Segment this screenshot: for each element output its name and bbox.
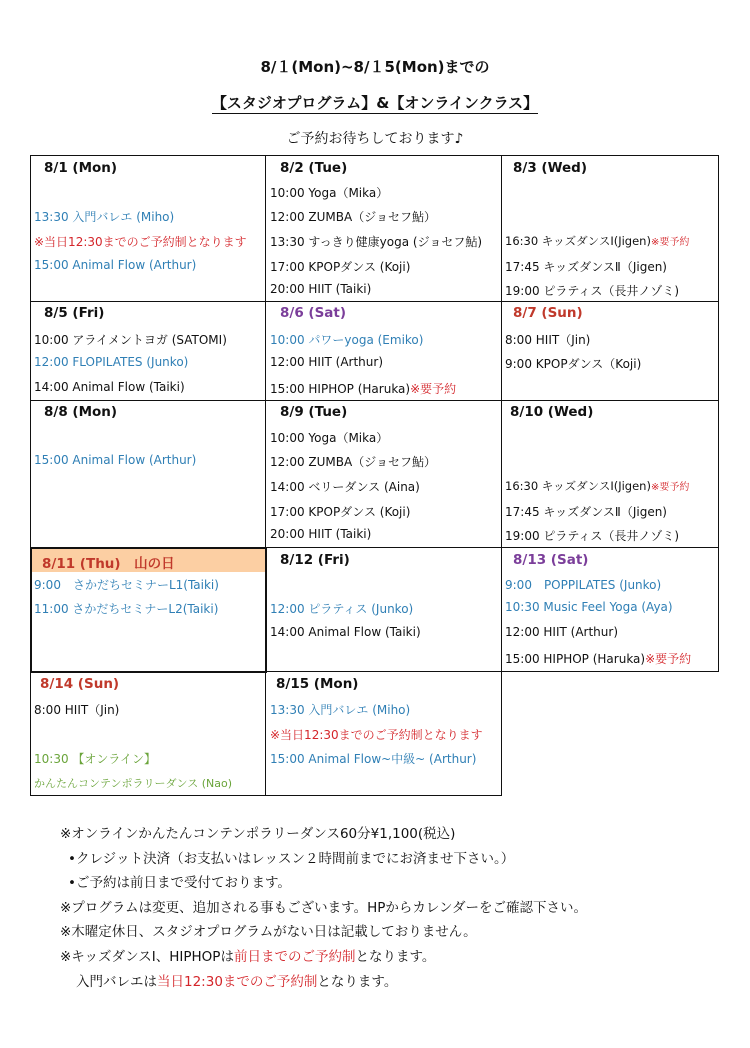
note-line — [60, 945, 587, 970]
class-item: 17:00 KPOPダンス (Koji) — [270, 260, 411, 274]
class-item: 9:00 さかだちセミナーL1(Taiki) — [34, 578, 219, 592]
note-text: 入門バレエは — [76, 973, 157, 990]
class-item: 14:00 ベリーダンス (Aina) — [270, 480, 420, 494]
grid-line — [30, 155, 31, 795]
note-line: ※プログラムは変更、追加される事もございます。HPからカレンダーをご確認下さい。 — [60, 899, 588, 916]
grid-line — [30, 301, 719, 302]
note-line: •クレジット決済（お支払いはレッスン２時間前までにお済ませ下さい。） — [68, 850, 515, 867]
notes-section — [60, 822, 587, 994]
class-item: 9:00 KPOPダンス（Koji) — [505, 357, 642, 371]
day-header-0809: 8/9 (Tue) — [280, 404, 348, 420]
class-item: 19:00 ピラティス（長井ノゾミ) — [505, 284, 680, 298]
day-header-0805: 8/5 (Fri) — [44, 305, 105, 321]
class-text: 15:00 HIPHOP (Haruka) — [270, 382, 411, 396]
class-item — [270, 380, 456, 397]
grid-line — [501, 155, 502, 795]
grid-line — [718, 155, 719, 672]
class-item: 8:00 HIIT（Jin) — [34, 703, 120, 717]
class-item: 17:00 KPOPダンス (Koji) — [270, 505, 411, 519]
class-item: 10:00 アライメントヨガ (SATOMI) — [34, 333, 227, 347]
class-text: 16:30 キッズダンスⅠ(Jigen) — [505, 234, 651, 248]
class-text: 15:00 HIPHOP (Haruka) — [505, 652, 646, 666]
day-header-0807: 8/7 (Sun) — [513, 305, 583, 321]
class-item: 20:00 HIIT (Taiki) — [270, 527, 372, 541]
class-item: 9:00 POPPILATES (Junko) — [505, 578, 662, 592]
day-header-0808: 8/8 (Mon) — [44, 404, 118, 420]
reservation-note: ※要予約 — [650, 482, 690, 493]
day-header-0811: 8/11 (Thu) 山の日 — [42, 556, 175, 572]
class-item: 12:00 ZUMBA（ジョセフ鮎） — [270, 210, 436, 224]
day-header-0814: 8/14 (Sun) — [40, 676, 120, 692]
class-item: 10:00 パワーyoga (Emiko) — [270, 333, 424, 347]
class-text: 16:30 キッズダンスⅠ(Jigen) — [505, 479, 651, 493]
note-emphasis: 当日12:30までのご予約制 — [157, 973, 318, 990]
class-item: 12:00 HIIT (Arthur) — [270, 355, 383, 369]
day-header-0815: 8/15 (Mon) — [276, 676, 359, 692]
class-note: ※当日12:30までのご予約制となります — [34, 235, 247, 249]
class-item — [505, 650, 691, 667]
class-item: 20:00 HIIT (Taiki) — [270, 282, 372, 296]
class-item: 10:00 Yoga（Mika） — [270, 186, 389, 200]
class-item: 13:30 すっきり健康yoga (ジョセフ鮎) — [270, 235, 483, 249]
class-item: 13:30 入門バレエ (Miho) — [34, 210, 175, 224]
class-item — [505, 233, 689, 249]
class-item: かんたんコンテンポラリーダンス (Nao) — [34, 777, 233, 790]
page-title-line2-text: 【スタジオプログラム】&【オンラインクラス】 — [211, 94, 539, 112]
grid-line — [30, 400, 719, 401]
class-item: 12:00 HIIT (Arthur) — [505, 625, 618, 639]
class-item: 19:00 ピラティス（長井ノゾミ) — [505, 529, 680, 543]
day-header-0803: 8/3 (Wed) — [513, 160, 587, 176]
class-item: 15:00 Animal Flow~中級~ (Arthur) — [270, 752, 477, 766]
class-item: 14:00 Animal Flow (Taiki) — [34, 380, 185, 394]
class-item: 15:00 Animal Flow (Arthur) — [34, 258, 197, 272]
class-item: 14:00 Animal Flow (Taiki) — [270, 625, 421, 639]
note-line: ※木曜定休日、スタジオプログラムがない日は記載しておりません。 — [60, 924, 477, 941]
day-header-0802: 8/2 (Tue) — [280, 160, 348, 176]
class-item: 12:00 ZUMBA（ジョセフ鮎） — [270, 455, 436, 469]
class-item: 15:00 Animal Flow (Arthur) — [34, 453, 197, 467]
class-note: ※当日12:30までのご予約制となります — [270, 728, 483, 742]
class-item: 8:00 HIIT（Jin) — [505, 333, 591, 347]
class-item: 12:00 ピラティス (Junko) — [270, 602, 414, 616]
note-emphasis: 前日までのご予約制 — [233, 948, 356, 965]
day-header-0813: 8/13 (Sat) — [513, 552, 589, 568]
note-text: となります。 — [355, 948, 436, 965]
day-header-0801: 8/1 (Mon) — [44, 160, 118, 176]
class-item: 13:30 入門バレエ (Miho) — [270, 703, 411, 717]
day-header-0810: 8/10 (Wed) — [510, 404, 594, 420]
class-item — [505, 478, 689, 494]
grid-line — [265, 155, 266, 795]
reservation-note: ※要予約 — [410, 382, 457, 396]
note-text: となります。 — [317, 973, 398, 990]
page-subtitle: ご予約お待ちしております♪ — [286, 131, 464, 147]
note-line — [60, 970, 587, 995]
note-line: •ご予約は前日まで受付ております。 — [68, 875, 291, 892]
grid-line — [30, 155, 719, 156]
note-text: ※キッズダンスⅠ、HIPHOPは — [60, 948, 234, 965]
class-item: 10:30 Music Feel Yoga (Aya) — [505, 600, 673, 614]
class-item: 10:30 【オンライン】 — [34, 752, 157, 766]
class-item: 17:45 キッズダンスⅡ（Jigen) — [505, 505, 667, 519]
grid-line — [30, 795, 502, 796]
page-title-line1: 8/１(Mon)~8/１5(Mon)までの — [260, 58, 490, 76]
day-header-0812: 8/12 (Fri) — [280, 552, 350, 568]
class-item: 12:00 FLOPILATES (Junko) — [34, 355, 189, 369]
class-item: 17:45 キッズダンスⅡ（Jigen) — [505, 260, 667, 274]
class-item: 11:00 さかだちセミナーL2(Taiki) — [34, 602, 219, 616]
day-header-0806: 8/6 (Sat) — [280, 305, 347, 321]
note-line: ※オンラインかんたんコンテンポラリーダンス60分¥1,100(税込) — [60, 826, 456, 842]
reservation-note: ※要予約 — [645, 652, 692, 666]
class-item: 10:00 Yoga（Mika） — [270, 431, 389, 445]
reservation-note: ※要予約 — [650, 237, 690, 248]
